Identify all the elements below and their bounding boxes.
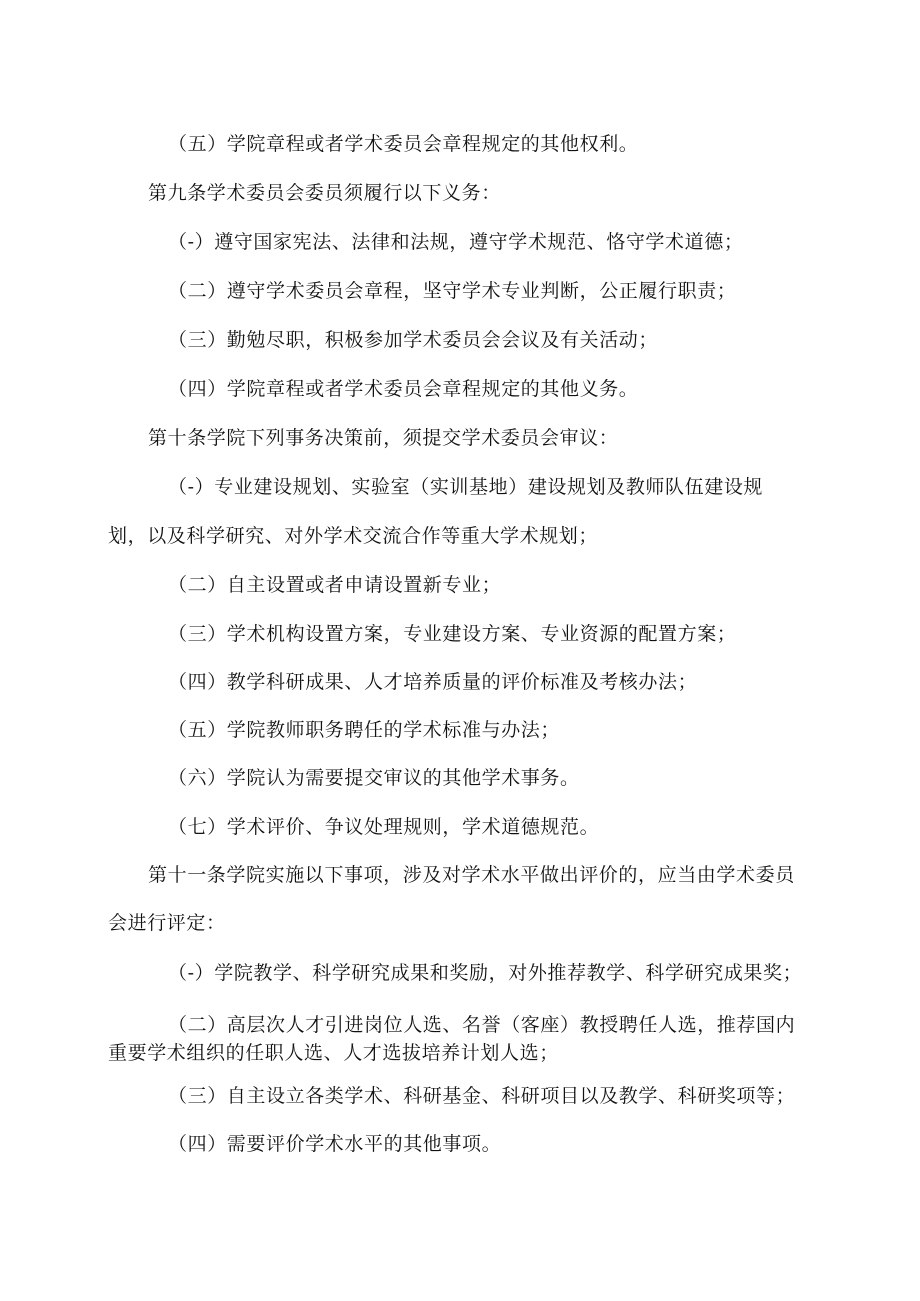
review-item-4: （四）教学科研成果、人才培养质量的评价标准及考核办法； [168, 671, 698, 693]
review-item-1: （-）专业建设规划、实验室（实训基地）建设规划及教师队伍建设规 [168, 476, 764, 498]
evaluation-item-4: （四）需要评价学术水平的其他事项。 [168, 1133, 502, 1155]
review-item-6: （六）学院认为需要提交审议的其他学术事务。 [168, 767, 580, 789]
review-item-2: （二）自主设置或者申请设置新专业； [168, 574, 502, 596]
duty-item-1: （-）遵守国家宪法、法律和法规，遵守学术规范、恪守学术道德； [168, 231, 744, 253]
article-11-heading: 第十一条学院实施以下事项，涉及对学术水平做出评价的，应当由学术委员 [148, 864, 795, 886]
evaluation-item-3: （三）自主设立各类学术、科研基金、科研项目以及教学、科研奖项等； [168, 1085, 796, 1107]
review-item-3: （三）学术机构设置方案，专业建设方案、专业资源的配置方案； [168, 623, 737, 645]
evaluation-item-1: （-）学院教学、科学研究成果和奖励，对外推荐教学、科学研究成果奖； [168, 962, 803, 984]
article-11-heading-cont: 会进行评定： [108, 912, 226, 934]
evaluation-item-2-cont: 重要学术组织的任职人选、人才选拔培养计划人选； [108, 1042, 559, 1064]
article-10-heading: 第十条学院下列事务决策前，须提交学术委员会审议： [148, 427, 619, 449]
duty-item-2: （二）遵守学术委员会章程，坚守学术专业判断，公正履行职责； [168, 280, 737, 302]
evaluation-item-2: （二）高层次人才引进岗位人选、名誉（客座）教授聘任人选，推荐国内 [168, 1014, 796, 1036]
duty-item-3: （三）勤勉尽职，积极参加学术委员会会议及有关活动； [168, 329, 659, 351]
duty-item-4: （四）学院章程或者学术委员会章程规定的其他义务。 [168, 378, 639, 400]
rights-item-5: （五）学院章程或者学术委员会章程规定的其他权利。 [168, 133, 639, 155]
review-item-1-cont: 划，以及科学研究、对外学术交流合作等重大学术规划； [108, 525, 599, 547]
article-9-heading: 第九条学术委员会委员须履行以下义务： [148, 182, 501, 204]
review-item-5: （五）学院教师职务聘任的学术标准与办法； [168, 719, 561, 741]
review-item-7: （七）学术评价、争议处理规则，学术道德规范。 [168, 816, 600, 838]
